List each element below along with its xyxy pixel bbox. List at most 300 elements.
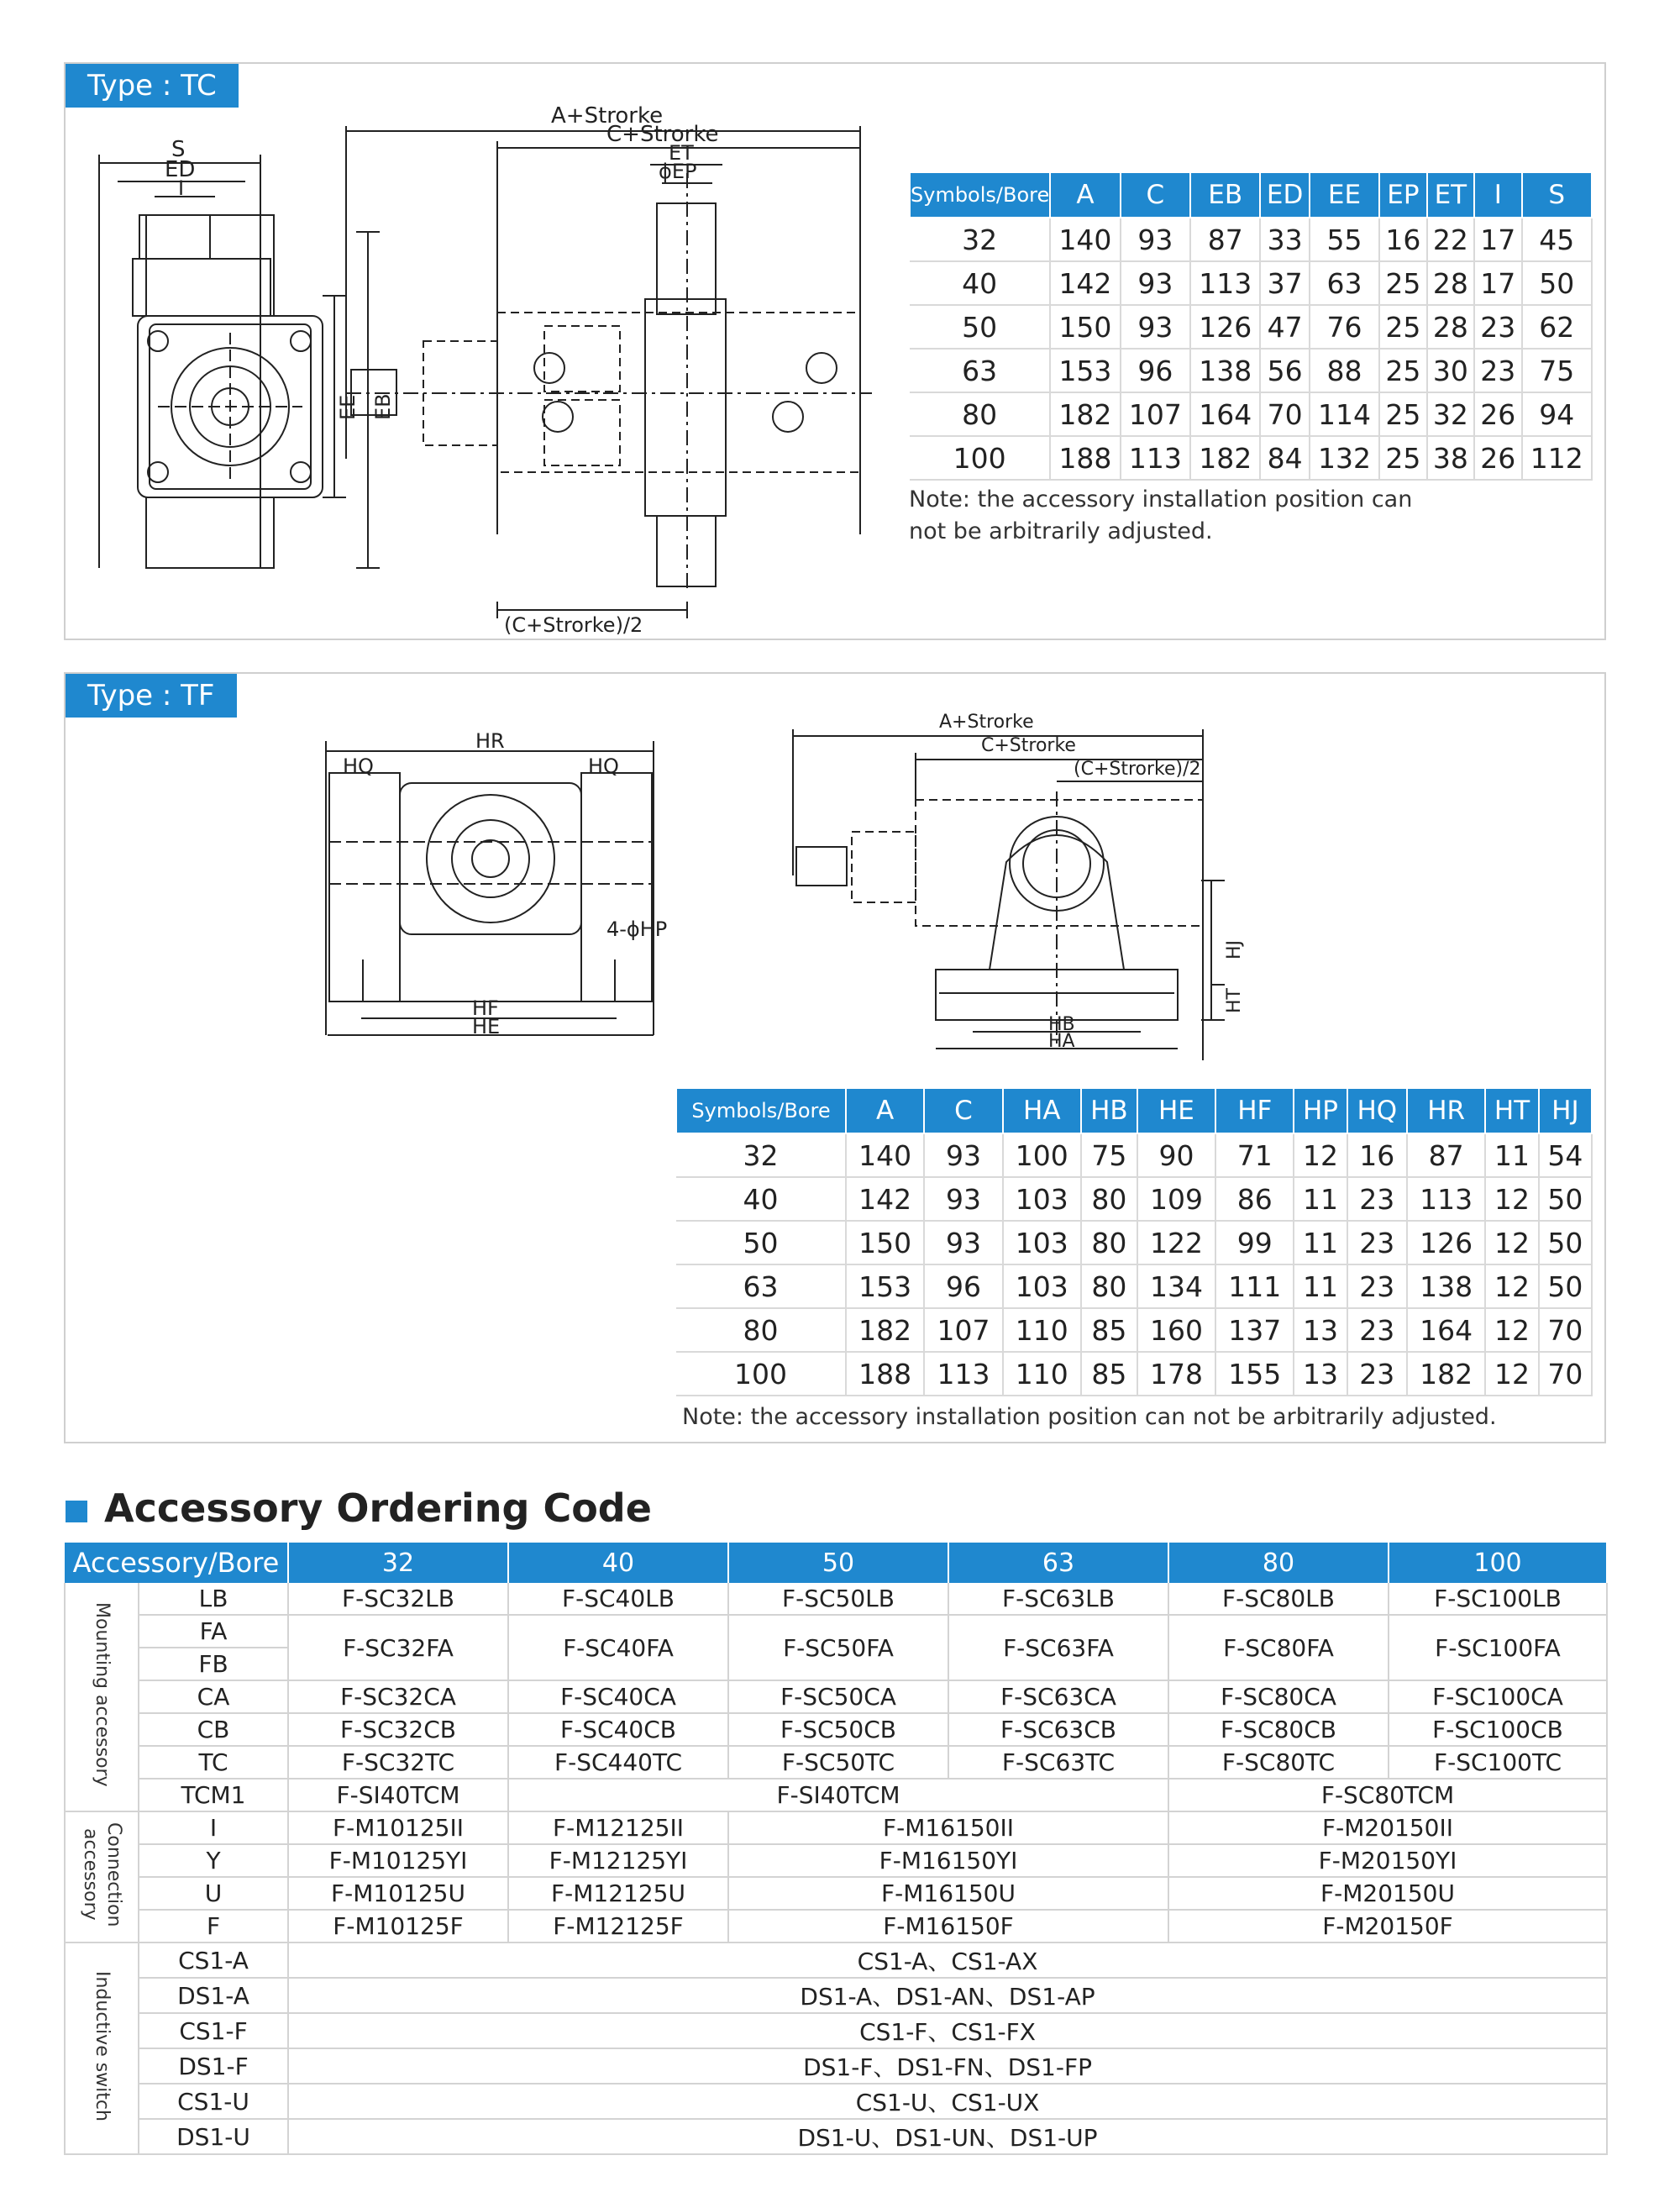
- table-cell: 25: [1379, 261, 1426, 305]
- table-cell: 47: [1260, 305, 1309, 349]
- table-cell: 11: [1294, 1177, 1347, 1221]
- table-cell: F-SI40TCM: [288, 1779, 508, 1811]
- table-cell: 32: [1427, 392, 1474, 436]
- table-cell: F-SC63TC: [948, 1746, 1168, 1779]
- table-cell: 25: [1379, 436, 1426, 480]
- table-cell: DS1-A: [139, 1978, 288, 2013]
- table-cell: U: [139, 1877, 288, 1910]
- table-cell: DS1-U、DS1-UN、DS1-UP: [288, 2119, 1607, 2154]
- table-cell: 71: [1215, 1133, 1294, 1177]
- table-cell: 112: [1522, 436, 1592, 480]
- table-cell: 94: [1522, 392, 1592, 436]
- table-row: [676, 1221, 1592, 1264]
- table-cell: F-SC100LB: [1389, 1583, 1607, 1615]
- tc-label-ee: EE: [336, 394, 360, 420]
- tc-header-cell: ED: [1260, 172, 1309, 218]
- table-cell: 55: [1310, 218, 1379, 261]
- table-cell: F-SC50TC: [728, 1746, 948, 1779]
- table-row: [65, 1779, 1607, 1811]
- table-cell: 17: [1474, 261, 1521, 305]
- group-label-switch: Inductive switch: [65, 1943, 139, 2154]
- table-row: [65, 1877, 1607, 1910]
- table-cell: F-M20150YI: [1168, 1844, 1607, 1877]
- table-cell: 33: [1260, 218, 1309, 261]
- table-cell: 132: [1310, 436, 1379, 480]
- table-cell: 50: [910, 305, 1050, 349]
- table-cell: 84: [1260, 436, 1309, 480]
- table-cell: F-M10125F: [288, 1910, 508, 1943]
- ordering-header-row: [65, 1543, 1607, 1583]
- ordering-header-cell: 80: [1168, 1543, 1389, 1583]
- table-cell: 87: [1190, 218, 1260, 261]
- table-cell: 16: [1379, 218, 1426, 261]
- table-cell: 85: [1081, 1308, 1137, 1352]
- table-cell: 126: [1190, 305, 1260, 349]
- tc-table-header-row: [910, 172, 1592, 218]
- tc-label-a-stroke: A+Strorke: [551, 103, 664, 129]
- table-cell: 62: [1522, 305, 1592, 349]
- table-row: [65, 1844, 1607, 1877]
- table-cell: 134: [1137, 1264, 1215, 1308]
- table-cell: 110: [1003, 1308, 1081, 1352]
- table-cell: CS1-U、CS1-UX: [288, 2084, 1607, 2119]
- table-cell: 38: [1427, 436, 1474, 480]
- table-cell: F-SC80FA: [1168, 1615, 1389, 1680]
- tc-header-cell: S: [1522, 172, 1592, 218]
- tc-header-cell: A: [1050, 172, 1120, 218]
- type-tc-panel: [64, 62, 1606, 640]
- table-cell: 13: [1294, 1352, 1347, 1396]
- table-cell: F-SC32CA: [288, 1680, 508, 1713]
- table-cell: DS1-F、DS1-FN、DS1-FP: [288, 2048, 1607, 2084]
- tc-dimension-table: [909, 171, 1593, 481]
- table-cell: F-SC63FA: [948, 1615, 1168, 1680]
- table-row: [65, 1680, 1607, 1713]
- tc-label-ed: ED: [165, 157, 196, 182]
- table-cell: 122: [1137, 1221, 1215, 1264]
- table-row: [65, 2048, 1607, 2084]
- tc-side-view: [99, 155, 380, 568]
- tf-dimension-table: [675, 1087, 1593, 1396]
- table-cell: F-SC50LB: [728, 1583, 948, 1615]
- table-cell: 107: [1121, 392, 1190, 436]
- tc-label-half-stroke: (C+Strorke)/2: [504, 613, 643, 637]
- table-cell: 182: [846, 1308, 924, 1352]
- group-label-mounting: Mounting accessory: [65, 1583, 139, 1811]
- table-cell: 63: [1310, 261, 1379, 305]
- table-cell: F-M12125F: [508, 1910, 728, 1943]
- table-cell: 93: [1121, 261, 1190, 305]
- table-cell: DS1-A、DS1-AN、DS1-AP: [288, 1978, 1607, 2013]
- table-cell: 103: [1003, 1177, 1081, 1221]
- table-cell: F-M12125II: [508, 1811, 728, 1844]
- tf-note: Note: the accessory installation position can not be arbitrarily adjusted.: [682, 1404, 1497, 1430]
- tc-header-cell: EB: [1190, 172, 1260, 218]
- tf-label-c-stroke: C+Strorke: [981, 735, 1076, 756]
- table-cell: 26: [1474, 436, 1521, 480]
- table-cell: 164: [1190, 392, 1260, 436]
- table-cell: CS1-U: [139, 2084, 288, 2119]
- table-cell: 22: [1427, 218, 1474, 261]
- table-cell: 70: [1539, 1308, 1592, 1352]
- table-cell: 103: [1003, 1221, 1081, 1264]
- table-cell: F-SC100CA: [1389, 1680, 1607, 1713]
- table-cell: 142: [846, 1177, 924, 1221]
- tf-header-cell: HF: [1215, 1088, 1294, 1133]
- tf-header-cell: HT: [1485, 1088, 1539, 1133]
- table-cell: 142: [1050, 261, 1120, 305]
- tc-header-cell: I: [1474, 172, 1521, 218]
- table-cell: F-M20150U: [1168, 1877, 1607, 1910]
- table-cell: 93: [1121, 305, 1190, 349]
- table-cell: 188: [846, 1352, 924, 1396]
- table-row: [65, 1615, 1607, 1648]
- table-cell: 30: [1427, 349, 1474, 392]
- table-cell: 138: [1190, 349, 1260, 392]
- table-cell: 140: [1050, 218, 1120, 261]
- tf-header-cell: HB: [1081, 1088, 1137, 1133]
- table-cell: 93: [924, 1221, 1002, 1264]
- table-cell: 86: [1215, 1177, 1294, 1221]
- tf-header-cell: HR: [1407, 1088, 1485, 1133]
- table-cell: F-SI40TCM: [508, 1779, 1168, 1811]
- tc-header-cell: Symbols/Bore: [910, 172, 1050, 218]
- table-cell: 150: [846, 1221, 924, 1264]
- table-row: [65, 2119, 1607, 2154]
- table-cell: 37: [1260, 261, 1309, 305]
- table-cell: 109: [1137, 1177, 1215, 1221]
- table-cell: 50: [1539, 1221, 1592, 1264]
- table-cell: F-M20150II: [1168, 1811, 1607, 1844]
- table-cell: 87: [1407, 1133, 1485, 1177]
- table-row: [910, 436, 1592, 480]
- tf-label-hb: HB: [1048, 1014, 1075, 1035]
- table-cell: 25: [1379, 349, 1426, 392]
- table-cell: DS1-U: [139, 2119, 288, 2154]
- tc-header-cell: EE: [1310, 172, 1379, 218]
- tc-label-ep: ϕEP: [659, 160, 697, 183]
- ordering-header-cell: 32: [288, 1543, 508, 1583]
- table-cell: 100: [910, 436, 1050, 480]
- tc-header-cell: EP: [1379, 172, 1426, 218]
- group-label-connection: Connection accessory: [65, 1811, 139, 1943]
- table-cell: F-SC440TC: [508, 1746, 728, 1779]
- table-cell: 93: [924, 1177, 1002, 1221]
- table-cell: 26: [1474, 392, 1521, 436]
- table-cell: 23: [1474, 305, 1521, 349]
- table-cell: 80: [1081, 1177, 1137, 1221]
- table-cell: CS1-F: [139, 2013, 288, 2048]
- table-cell: 63: [676, 1264, 846, 1308]
- tc-note: [909, 484, 1412, 548]
- table-cell: 100: [1003, 1133, 1081, 1177]
- table-cell: 113: [1190, 261, 1260, 305]
- table-cell: 153: [846, 1264, 924, 1308]
- table-row: [65, 1943, 1607, 1978]
- table-cell: 12: [1294, 1133, 1347, 1177]
- tc-label-i: I: [178, 176, 185, 200]
- table-cell: 140: [846, 1133, 924, 1177]
- tf-header-cell: Symbols/Bore: [676, 1088, 846, 1133]
- table-cell: F-M10125U: [288, 1877, 508, 1910]
- table-cell: 80: [1081, 1264, 1137, 1308]
- table-row: [676, 1177, 1592, 1221]
- tf-drawing: [66, 674, 1608, 1094]
- tf-label-a-stroke: A+Strorke: [939, 712, 1034, 733]
- table-cell: TC: [139, 1746, 288, 1779]
- table-cell: 12: [1485, 1352, 1539, 1396]
- table-cell: F-SC80LB: [1168, 1583, 1389, 1615]
- type-tf-panel: [64, 672, 1606, 1443]
- table-cell: 113: [1407, 1177, 1485, 1221]
- table-cell: 188: [1050, 436, 1120, 480]
- table-cell: 45: [1522, 218, 1592, 261]
- table-cell: 85: [1081, 1352, 1137, 1396]
- table-cell: 12: [1485, 1221, 1539, 1264]
- table-cell: TCM1: [139, 1779, 288, 1811]
- table-cell: I: [139, 1811, 288, 1844]
- tc-header-cell: ET: [1427, 172, 1474, 218]
- table-cell: 12: [1485, 1308, 1539, 1352]
- tf-label-hf: HF: [472, 996, 499, 1020]
- table-cell: 113: [1121, 436, 1190, 480]
- table-cell: 32: [676, 1133, 846, 1177]
- table-cell: 126: [1407, 1221, 1485, 1264]
- table-row: [65, 2013, 1607, 2048]
- table-cell: 96: [1121, 349, 1190, 392]
- table-row: [910, 392, 1592, 436]
- accessory-ordering-table: [64, 1543, 1608, 2155]
- table-row: [65, 1910, 1607, 1943]
- table-cell: 103: [1003, 1264, 1081, 1308]
- tc-note-line2: not be arbitrarily adjusted.: [909, 518, 1213, 544]
- table-cell: F-M16150U: [728, 1877, 1168, 1910]
- table-row: [65, 1746, 1607, 1779]
- table-cell: 182: [1050, 392, 1120, 436]
- table-cell: 96: [924, 1264, 1002, 1308]
- table-cell: 182: [1407, 1352, 1485, 1396]
- tf-label-hp: 4-ϕHP: [606, 917, 668, 941]
- table-cell: F-SC32TC: [288, 1746, 508, 1779]
- table-cell: 25: [1379, 392, 1426, 436]
- table-cell: CS1-A、CS1-AX: [288, 1943, 1607, 1978]
- table-cell: 50: [676, 1221, 846, 1264]
- table-cell: F-SC100FA: [1389, 1615, 1607, 1680]
- tf-label-he: HE: [472, 1015, 501, 1038]
- table-cell: 17: [1474, 218, 1521, 261]
- ordering-header-cell: 40: [508, 1543, 728, 1583]
- tc-label-s: S: [171, 137, 186, 162]
- table-cell: F-SC50CB: [728, 1713, 948, 1746]
- table-cell: 113: [924, 1352, 1002, 1396]
- table-cell: F-SC80TCM: [1168, 1779, 1607, 1811]
- table-cell: F-M16150YI: [728, 1844, 1168, 1877]
- table-cell: F-SC63CA: [948, 1680, 1168, 1713]
- table-cell: 150: [1050, 305, 1120, 349]
- tf-label-hr: HR: [475, 729, 505, 753]
- table-cell: 23: [1347, 1221, 1407, 1264]
- table-cell: 111: [1215, 1264, 1294, 1308]
- table-cell: 23: [1347, 1352, 1407, 1396]
- table-cell: CS1-A: [139, 1943, 288, 1978]
- table-cell: CB: [139, 1713, 288, 1746]
- table-cell: 160: [1137, 1308, 1215, 1352]
- table-cell: F-SC32LB: [288, 1583, 508, 1615]
- table-cell: F-M12125U: [508, 1877, 728, 1910]
- table-row: [910, 218, 1592, 261]
- table-cell: F-SC63LB: [948, 1583, 1168, 1615]
- tf-label-hq-right: HQ: [588, 754, 619, 778]
- table-cell: F-SC80TC: [1168, 1746, 1389, 1779]
- table-cell: 28: [1427, 261, 1474, 305]
- table-cell: 137: [1215, 1308, 1294, 1352]
- table-cell: 23: [1347, 1308, 1407, 1352]
- table-cell: 100: [676, 1352, 846, 1396]
- table-cell: F: [139, 1910, 288, 1943]
- table-row: [910, 305, 1592, 349]
- table-row: [676, 1133, 1592, 1177]
- table-cell: 80: [1081, 1221, 1137, 1264]
- table-cell: Y: [139, 1844, 288, 1877]
- table-cell: 23: [1347, 1264, 1407, 1308]
- table-cell: F-M12125YI: [508, 1844, 728, 1877]
- table-cell: 114: [1310, 392, 1379, 436]
- table-cell: 63: [910, 349, 1050, 392]
- table-cell: 90: [1137, 1133, 1215, 1177]
- table-cell: 12: [1485, 1264, 1539, 1308]
- ordering-header-cell: Accessory/Bore: [65, 1543, 288, 1583]
- table-cell: F-SC100CB: [1389, 1713, 1607, 1746]
- ordering-header-cell: 63: [948, 1543, 1168, 1583]
- section-title: Accessory Ordering Code: [104, 1485, 652, 1531]
- table-cell: 23: [1347, 1177, 1407, 1221]
- table-cell: F-SC40LB: [508, 1583, 728, 1615]
- table-cell: F-SC40CA: [508, 1680, 728, 1713]
- tc-label-eb: EB: [371, 393, 395, 420]
- table-cell: 56: [1260, 349, 1309, 392]
- tf-label-hj: HJ: [1224, 939, 1245, 959]
- table-cell: DS1-F: [139, 2048, 288, 2084]
- table-cell: LB: [139, 1583, 288, 1615]
- tc-header-cell: C: [1121, 172, 1190, 218]
- table-cell: 182: [1190, 436, 1260, 480]
- tf-label-half-stroke: (C+Strorke)/2: [1074, 759, 1201, 780]
- tf-header-cell: HA: [1003, 1088, 1081, 1133]
- table-cell: F-SC40CB: [508, 1713, 728, 1746]
- table-cell: 11: [1294, 1264, 1347, 1308]
- table-row: [676, 1352, 1592, 1396]
- section-square-icon: [66, 1501, 87, 1522]
- table-cell: 80: [910, 392, 1050, 436]
- type-tc-tag: Type : TC: [66, 64, 239, 108]
- table-row: [65, 2084, 1607, 2119]
- table-cell: FA: [139, 1615, 288, 1648]
- table-cell: 110: [1003, 1352, 1081, 1396]
- table-cell: F-M20150F: [1168, 1910, 1607, 1943]
- table-cell: 99: [1215, 1221, 1294, 1264]
- table-cell: 107: [924, 1308, 1002, 1352]
- table-cell: 25: [1379, 305, 1426, 349]
- tc-note-line1: Note: the accessory installation position can: [909, 486, 1413, 513]
- tf-header-cell: C: [924, 1088, 1002, 1133]
- table-cell: 88: [1310, 349, 1379, 392]
- table-cell: 138: [1407, 1264, 1485, 1308]
- table-cell: 23: [1474, 349, 1521, 392]
- table-cell: 28: [1427, 305, 1474, 349]
- table-cell: 13: [1294, 1308, 1347, 1352]
- tc-drawing: [66, 64, 906, 642]
- ordering-header-cell: 100: [1389, 1543, 1607, 1583]
- table-cell: F-SC32FA: [288, 1615, 508, 1680]
- table-row: [65, 1713, 1607, 1746]
- table-cell: 153: [1050, 349, 1120, 392]
- table-row: [65, 1978, 1607, 2013]
- table-cell: 70: [1539, 1352, 1592, 1396]
- table-row: [676, 1264, 1592, 1308]
- table-cell: F-M16150F: [728, 1910, 1168, 1943]
- table-cell: 11: [1294, 1221, 1347, 1264]
- table-cell: F-M10125YI: [288, 1844, 508, 1877]
- table-cell: FB: [139, 1648, 288, 1680]
- table-cell: 12: [1485, 1177, 1539, 1221]
- tf-header-cell: A: [846, 1088, 924, 1133]
- table-cell: F-SC80CB: [1168, 1713, 1389, 1746]
- tf-side-view: [326, 741, 654, 1035]
- table-row: [676, 1308, 1592, 1352]
- table-cell: 93: [1121, 218, 1190, 261]
- table-cell: 40: [910, 261, 1050, 305]
- table-cell: 16: [1347, 1133, 1407, 1177]
- tf-label-ht: HT: [1224, 988, 1245, 1013]
- ordering-header-cell: 50: [728, 1543, 948, 1583]
- table-cell: F-SC80CA: [1168, 1680, 1389, 1713]
- table-cell: 50: [1539, 1264, 1592, 1308]
- table-cell: F-SC50FA: [728, 1615, 948, 1680]
- table-cell: 93: [924, 1133, 1002, 1177]
- table-cell: F-SC40FA: [508, 1615, 728, 1680]
- tf-header-cell: HE: [1137, 1088, 1215, 1133]
- table-cell: 80: [676, 1308, 846, 1352]
- table-cell: F-SC50CA: [728, 1680, 948, 1713]
- table-row: [65, 1583, 1607, 1615]
- tc-front-view: [346, 126, 872, 618]
- tf-header-cell: HJ: [1539, 1088, 1592, 1133]
- table-cell: F-SC100TC: [1389, 1746, 1607, 1779]
- table-cell: 32: [910, 218, 1050, 261]
- tc-label-et: ET: [669, 141, 694, 165]
- table-cell: CA: [139, 1680, 288, 1713]
- table-cell: 50: [1539, 1177, 1592, 1221]
- tf-table-header-row: [676, 1088, 1592, 1133]
- table-cell: 70: [1260, 392, 1309, 436]
- tf-header-cell: HQ: [1347, 1088, 1407, 1133]
- tf-label-hq-left: HQ: [343, 754, 374, 778]
- table-cell: 75: [1081, 1133, 1137, 1177]
- table-row: [65, 1811, 1607, 1844]
- table-row: [910, 349, 1592, 392]
- table-cell: F-SC63CB: [948, 1713, 1168, 1746]
- table-row: [910, 261, 1592, 305]
- table-cell: F-M10125II: [288, 1811, 508, 1844]
- tc-label-c-stroke: C+Strorke: [606, 122, 719, 147]
- table-cell: 164: [1407, 1308, 1485, 1352]
- table-cell: 50: [1522, 261, 1592, 305]
- tf-header-cell: HP: [1294, 1088, 1347, 1133]
- table-cell: 40: [676, 1177, 846, 1221]
- table-cell: 178: [1137, 1352, 1215, 1396]
- table-cell: F-SC32CB: [288, 1713, 508, 1746]
- table-cell: 155: [1215, 1352, 1294, 1396]
